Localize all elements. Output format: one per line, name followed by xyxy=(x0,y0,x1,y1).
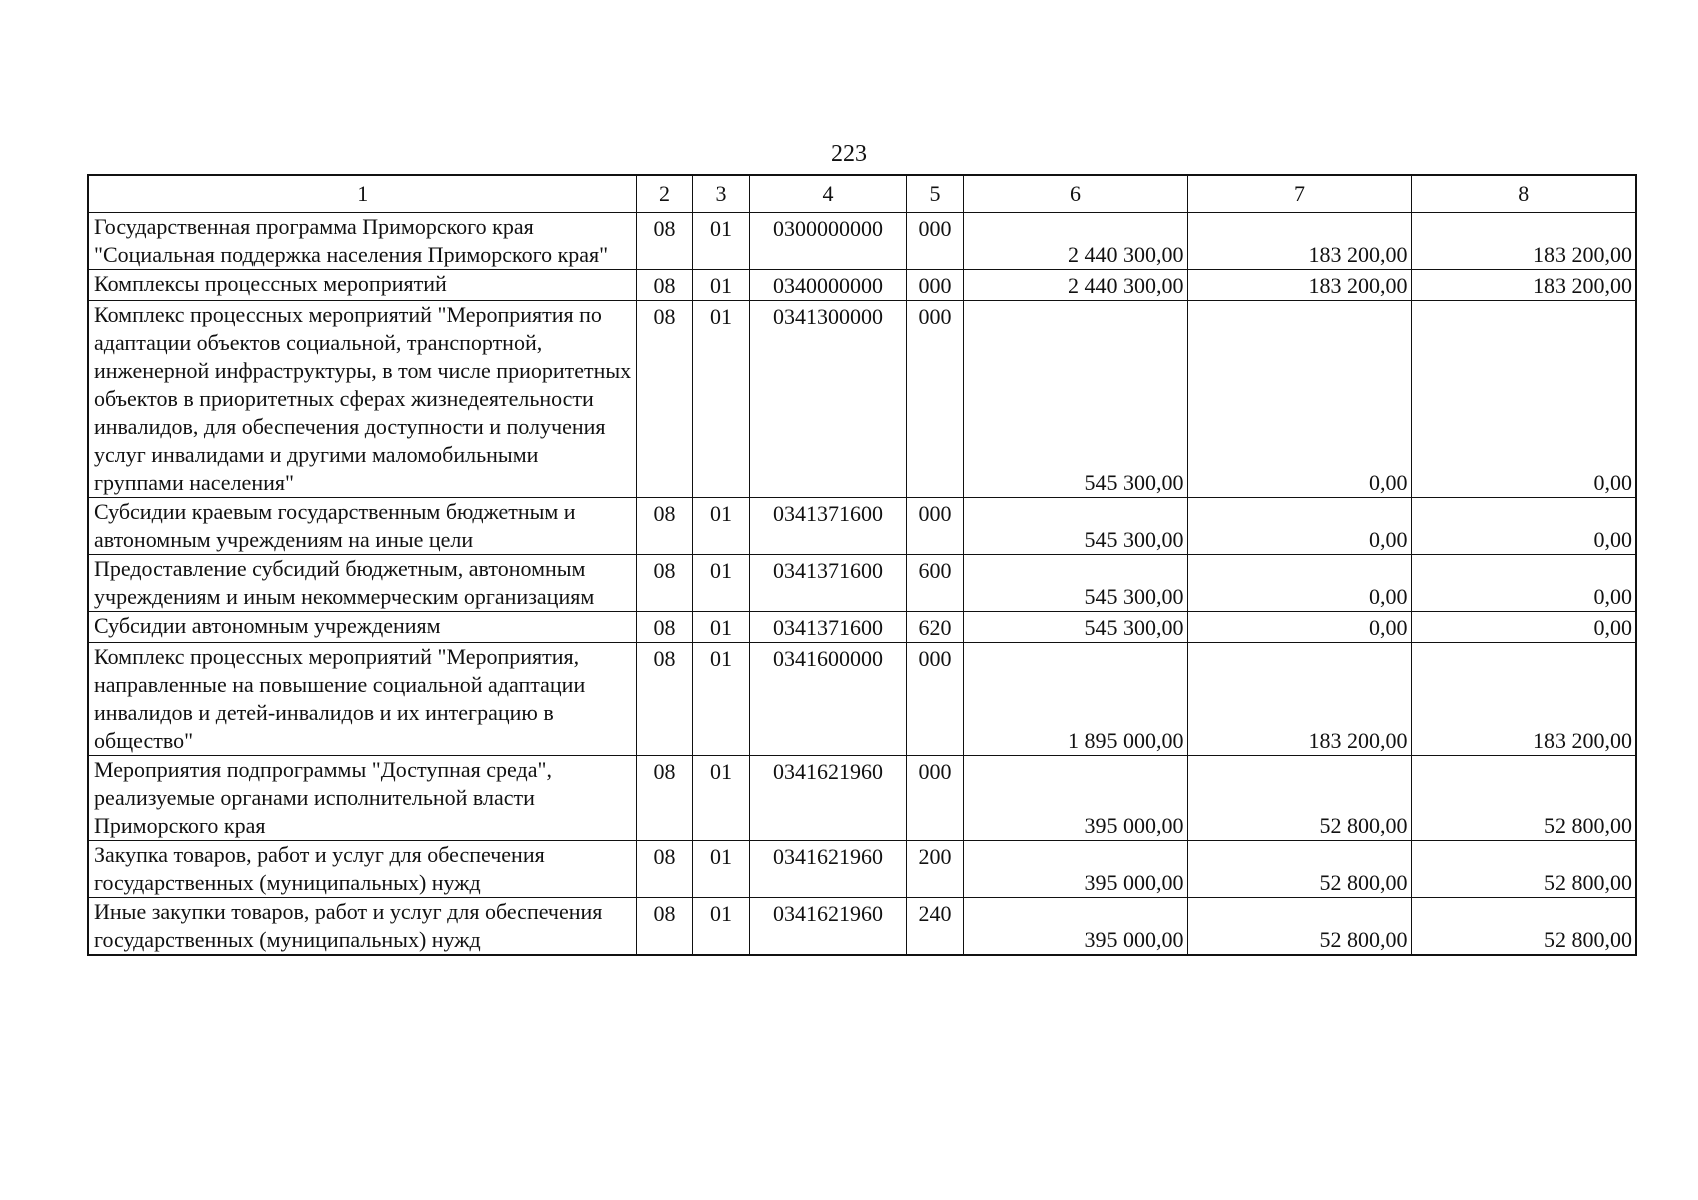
row-section-code: 08 xyxy=(636,841,692,898)
table-row xyxy=(88,756,1636,841)
row-subsection-code: 01 xyxy=(692,555,749,612)
row-target-code: 0341371600 xyxy=(749,498,906,555)
row-section-code: 08 xyxy=(636,612,692,643)
row-description: Комплекс процессных мероприятий "Мероприятия по адаптации объектов социальной, транспортной, инженерной инфраструктуры, в том числе приоритетных объектов в приоритетных сферах жизнедеятельности инвалидов, для обеспечения доступности и получения услуг инвалидами и другими маломобильными группами населения" xyxy=(88,301,636,498)
row-amount-col7: 0,00 xyxy=(1187,498,1411,555)
row-expense-type-code: 240 xyxy=(906,898,963,956)
table-row xyxy=(88,555,1636,612)
table-body xyxy=(88,213,1636,956)
row-amount-col6: 1 895 000,00 xyxy=(963,643,1187,756)
row-amount-col7: 183 200,00 xyxy=(1187,270,1411,301)
row-amount-col7: 52 800,00 xyxy=(1187,756,1411,841)
col-header-1: 1 xyxy=(88,175,636,213)
row-subsection-code: 01 xyxy=(692,498,749,555)
row-description: Иные закупки товаров, работ и услуг для обеспечения государственных (муниципальных) нужд xyxy=(88,898,636,956)
row-description: Комплекс процессных мероприятий "Мероприятия, направленные на повышение социальной адаптации инвалидов и детей-инвалидов и их интеграцию в общество" xyxy=(88,643,636,756)
budget-table xyxy=(87,174,1637,956)
row-amount-col8: 183 200,00 xyxy=(1411,270,1636,301)
row-description: Комплексы процессных мероприятий xyxy=(88,270,636,301)
row-expense-type-code: 200 xyxy=(906,841,963,898)
row-description: Субсидии автономным учреждениям xyxy=(88,612,636,643)
row-target-code: 0341371600 xyxy=(749,612,906,643)
table-row xyxy=(88,841,1636,898)
row-target-code: 0300000000 xyxy=(749,213,906,270)
col-header-2: 2 xyxy=(636,175,692,213)
row-section-code: 08 xyxy=(636,898,692,956)
table-row xyxy=(88,643,1636,756)
row-amount-col6: 545 300,00 xyxy=(963,301,1187,498)
table-row xyxy=(88,498,1636,555)
table-row xyxy=(88,301,1636,498)
row-subsection-code: 01 xyxy=(692,301,749,498)
row-target-code: 0341621960 xyxy=(749,841,906,898)
row-amount-col7: 0,00 xyxy=(1187,301,1411,498)
row-expense-type-code: 620 xyxy=(906,612,963,643)
row-target-code: 0341621960 xyxy=(749,756,906,841)
row-amount-col6: 2 440 300,00 xyxy=(963,270,1187,301)
row-expense-type-code: 000 xyxy=(906,270,963,301)
row-subsection-code: 01 xyxy=(692,898,749,956)
row-amount-col6: 545 300,00 xyxy=(963,498,1187,555)
row-subsection-code: 01 xyxy=(692,841,749,898)
row-amount-col8: 52 800,00 xyxy=(1411,756,1636,841)
col-header-7: 7 xyxy=(1187,175,1411,213)
row-amount-col8: 52 800,00 xyxy=(1411,841,1636,898)
col-header-8: 8 xyxy=(1411,175,1636,213)
row-section-code: 08 xyxy=(636,643,692,756)
row-amount-col6: 395 000,00 xyxy=(963,756,1187,841)
row-subsection-code: 01 xyxy=(692,643,749,756)
row-amount-col7: 52 800,00 xyxy=(1187,898,1411,956)
row-expense-type-code: 600 xyxy=(906,555,963,612)
page-number: 223 xyxy=(831,141,867,167)
row-target-code: 0340000000 xyxy=(749,270,906,301)
row-amount-col7: 183 200,00 xyxy=(1187,213,1411,270)
col-header-5: 5 xyxy=(906,175,963,213)
table-row xyxy=(88,612,1636,643)
row-section-code: 08 xyxy=(636,270,692,301)
row-amount-col6: 395 000,00 xyxy=(963,841,1187,898)
row-description: Предоставление субсидий бюджетным, автономным учреждениям и иным некоммерческим организациям xyxy=(88,555,636,612)
row-expense-type-code: 000 xyxy=(906,643,963,756)
row-section-code: 08 xyxy=(636,756,692,841)
row-amount-col8: 52 800,00 xyxy=(1411,898,1636,956)
row-amount-col8: 183 200,00 xyxy=(1411,643,1636,756)
row-target-code: 0341621960 xyxy=(749,898,906,956)
table-row xyxy=(88,270,1636,301)
row-expense-type-code: 000 xyxy=(906,213,963,270)
row-expense-type-code: 000 xyxy=(906,756,963,841)
row-section-code: 08 xyxy=(636,555,692,612)
row-section-code: 08 xyxy=(636,213,692,270)
table-row xyxy=(88,898,1636,956)
row-amount-col8: 0,00 xyxy=(1411,612,1636,643)
row-amount-col7: 183 200,00 xyxy=(1187,643,1411,756)
col-header-6: 6 xyxy=(963,175,1187,213)
row-amount-col6: 545 300,00 xyxy=(963,612,1187,643)
row-subsection-code: 01 xyxy=(692,612,749,643)
row-amount-col7: 52 800,00 xyxy=(1187,841,1411,898)
header-row xyxy=(88,175,1636,213)
row-target-code: 0341371600 xyxy=(749,555,906,612)
row-amount-col8: 0,00 xyxy=(1411,498,1636,555)
row-subsection-code: 01 xyxy=(692,270,749,301)
row-description: Закупка товаров, работ и услуг для обеспечения государственных (муниципальных) нужд xyxy=(88,841,636,898)
row-target-code: 0341300000 xyxy=(749,301,906,498)
row-description: Субсидии краевым государственным бюджетным и автономным учреждениям на иные цели xyxy=(88,498,636,555)
row-amount-col6: 395 000,00 xyxy=(963,898,1187,956)
row-description: Мероприятия подпрограммы "Доступная среда", реализуемые органами исполнительной власти Приморского края xyxy=(88,756,636,841)
row-subsection-code: 01 xyxy=(692,213,749,270)
col-header-4: 4 xyxy=(749,175,906,213)
row-amount-col6: 545 300,00 xyxy=(963,555,1187,612)
row-expense-type-code: 000 xyxy=(906,498,963,555)
row-target-code: 0341600000 xyxy=(749,643,906,756)
row-section-code: 08 xyxy=(636,498,692,555)
table-row xyxy=(88,213,1636,270)
row-subsection-code: 01 xyxy=(692,756,749,841)
col-header-3: 3 xyxy=(692,175,749,213)
row-amount-col8: 0,00 xyxy=(1411,555,1636,612)
row-amount-col8: 0,00 xyxy=(1411,301,1636,498)
row-amount-col6: 2 440 300,00 xyxy=(963,213,1187,270)
row-description: Государственная программа Приморского края "Социальная поддержка населения Приморского края" xyxy=(88,213,636,270)
row-amount-col8: 183 200,00 xyxy=(1411,213,1636,270)
row-expense-type-code: 000 xyxy=(906,301,963,498)
row-section-code: 08 xyxy=(636,301,692,498)
row-amount-col7: 0,00 xyxy=(1187,612,1411,643)
row-amount-col7: 0,00 xyxy=(1187,555,1411,612)
